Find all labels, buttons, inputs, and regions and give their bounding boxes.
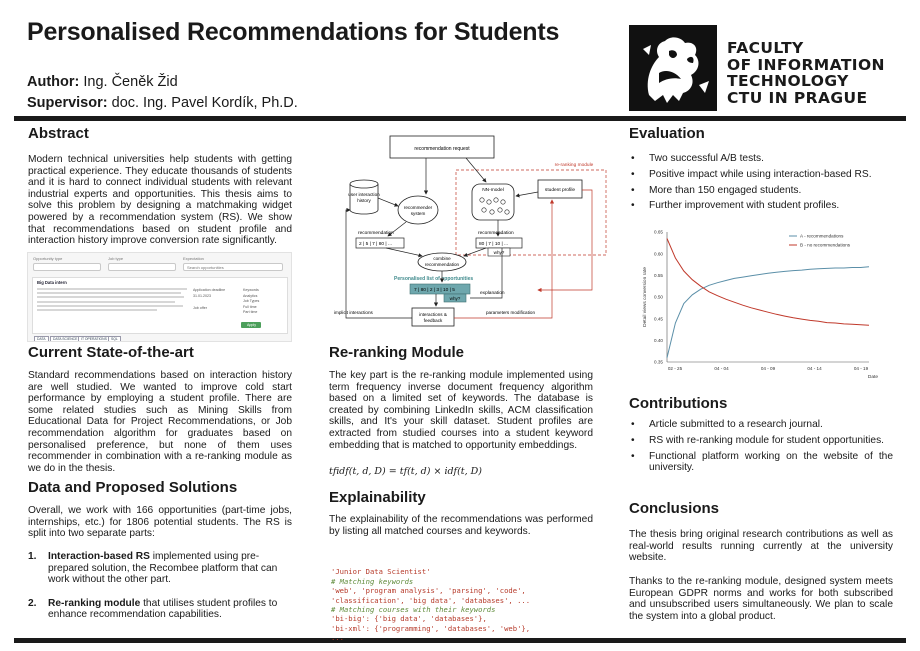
job-type-select[interactable] [108, 263, 176, 271]
implicit-interactions-label: implicit interactions [334, 310, 373, 315]
author-name: Ing. Čeněk Žid [83, 74, 178, 90]
reranking-heading: Re-ranking Module [329, 344, 465, 361]
supervisor-label: Supervisor: [27, 95, 108, 111]
recommender-label: recommender [403, 205, 433, 210]
why-bottom: why? [449, 296, 461, 301]
contributions-heading: Contributions [629, 395, 728, 412]
tag-chip[interactable]: DATA SCIENCE [50, 336, 80, 342]
conclusions-heading: Conclusions [629, 500, 720, 517]
filter-label: Opportunity type [33, 256, 63, 261]
conclusions-p2: Thanks to the re-ranking module, designed system meets European GDPR norms and works for both subscribed and unsubscribed users simultaneously. We plan to scale the system into a global product. [629, 576, 893, 622]
explainability-heading: Explainability [329, 489, 426, 506]
filter-label: Expectation [183, 256, 204, 261]
y-axis-label: Detail views conversion rate [643, 267, 648, 327]
abstract-heading: Abstract [28, 125, 89, 142]
recommender-label: system [410, 211, 426, 216]
user-history-database [350, 180, 378, 214]
item-number: 2. [28, 597, 37, 609]
code-comment: # Matching keywords [331, 576, 414, 586]
why-right: why? [493, 250, 505, 255]
feedback-label: interactions & [419, 312, 447, 317]
code-line: 'web', 'program analysis', 'parsing', 'code', [331, 586, 526, 596]
state-of-art-heading: Current State-of-the-art [28, 344, 194, 361]
faculty-name [727, 40, 885, 106]
y-tick-label: 0.55 [654, 272, 663, 278]
data-solutions-text: Overall, we work with 166 opportunities (part-time jobs, internships, etc.) for 1806 potential students. The RS is split into two separate parts: [28, 505, 292, 540]
rec-right-values: 80 | 7 | 10 | ... [479, 242, 509, 247]
header-rule [14, 116, 906, 121]
series-line-b [667, 239, 869, 326]
y-tick-label: 0.40 [654, 337, 663, 343]
ab-test-chart [637, 224, 887, 382]
rec-left-label: recommendation [358, 231, 394, 236]
contribution-item: • Article submitted to a research journal. [629, 419, 893, 431]
filter-label: Job type [108, 256, 124, 261]
abstract-text: Modern technical universities help students with getting practical experience. They educate thousands of students and it is hard to connect individual students with relevant industrial experts and opportunities. This thesis aims to solve this problem by designing a matchmaking widget powered by a recommendation system (RS). We show that recommendations based on student profile and interaction history improve conversion rate significantly. [28, 154, 292, 247]
opportunity-type-select[interactable] [33, 263, 101, 271]
evaluation-item: • More than 150 engaged students. [629, 185, 897, 197]
evaluation-item: • Two successful A/B tests. [629, 153, 897, 165]
legend-label: A - recommendations [800, 233, 844, 239]
tag-chip[interactable]: SQL [108, 336, 121, 342]
faculty-line: OF INFORMATION [727, 55, 885, 74]
x-axis-label: Date [867, 375, 879, 380]
rec-right-label: recommendation [478, 231, 514, 236]
contribution-item: • Functional platform working on the website of the university. [629, 451, 893, 475]
item-text: implemented using pre-prepared solution, the Recombee platform that can work without the other part. [48, 551, 278, 586]
keyword: Part time [243, 310, 258, 314]
card-type: Job offer [193, 306, 207, 310]
recommender-system-node [398, 196, 438, 224]
card-title: Big Data intern [37, 280, 67, 285]
deadline-col: Application deadline [193, 288, 226, 292]
x-tick-label: 02 - 25 [667, 366, 683, 371]
history-label: history [357, 198, 371, 203]
apply-label: Apply [247, 322, 256, 327]
x-tick-label: 04 - 19 [853, 366, 869, 371]
widget-screenshot [27, 252, 292, 342]
faculty-line: TECHNOLOGY [727, 72, 849, 90]
solution-part [28, 598, 292, 621]
request-label: recommendation request [414, 146, 470, 152]
history-label: user interaction [348, 192, 380, 197]
reranking-label: re-ranking module [554, 163, 594, 168]
item-bold: Re-ranking module [48, 597, 141, 609]
combine-label: combine [433, 256, 451, 261]
x-tick-label: 04 - 04 [714, 366, 729, 371]
legend-label: B - no recommendations [800, 242, 851, 248]
author-label: Author: [27, 74, 80, 90]
opportunity-card[interactable] [32, 277, 288, 334]
y-tick-label: 0.65 [654, 229, 663, 235]
item-number: 1. [28, 551, 37, 562]
personalised-list-label: Personalised list of opportunities [394, 276, 474, 282]
item-bold: Interaction-based RS [48, 551, 150, 562]
supervisor-line [27, 95, 298, 111]
keywords-col: Keywords [243, 288, 259, 292]
evaluation-item: • Positive impact while using interaction-based RS. [629, 169, 897, 181]
apply-button[interactable] [241, 322, 261, 328]
keyword: Full time [243, 305, 257, 309]
y-tick-label: 0.45 [654, 316, 663, 322]
y-tick-label: 0.60 [654, 251, 663, 257]
contributions-list [629, 419, 893, 478]
code-line: ... [331, 633, 344, 643]
conclusions-p1: The thesis bring original research contributions as well as real-world results running currently at the university website. [629, 529, 893, 564]
keyword: Job Types [243, 299, 260, 303]
personalised-list-values: 7 | 80 | 2 | 3 | 10 | 5 [414, 288, 455, 293]
faculty-line: CTU IN PRAGUE [727, 88, 868, 107]
y-tick-label: 0.50 [654, 294, 663, 300]
solution-parts-list [28, 551, 292, 633]
code-line: 'bi-big': {'big data', 'databases'}, [331, 614, 487, 624]
combine-label: recommendation [424, 262, 460, 267]
feedback-box [412, 308, 454, 326]
tag-chip[interactable]: IT OPERATIONS [78, 336, 110, 342]
item-text: that utilises student profiles to enhance recommendation capabilities. [48, 597, 278, 621]
explanation-label: explanation [480, 291, 505, 296]
poster-title: Personalised Recommendations for Students [27, 18, 560, 46]
evaluation-list [629, 153, 897, 216]
author-line [27, 74, 178, 90]
state-of-art-text: Standard recommendations based on interaction history are well studied. We wanted to improve cold start performance by employing a student profile. There are some related studies such as Mining Skills from Educational Data for Project Recommendations, or Job recommendation algorithm for graduates based on personalised preference, but none of them uses recommender in combination with a re-ranking module as we do in the thesis. [28, 370, 292, 474]
supervisor-name: doc. Ing. Pavel Kordík, Ph.D. [111, 95, 298, 111]
explainability-text: The explainability of the recommendations was performed by listing all matched courses and keywords. [329, 514, 593, 537]
code-line: 'classification', 'big data', 'databases', ... [331, 595, 531, 605]
y-tick-label: 0.35 [654, 359, 663, 365]
evaluation-item: • Further improvement with student profiles. [629, 200, 897, 212]
code-line: 'bi-xml': {'programming', 'databases', 'web'}, [331, 623, 531, 633]
data-solutions-heading: Data and Proposed Solutions [28, 479, 238, 496]
student-profile-label: student profile [544, 188, 576, 193]
contribution-item: • RS with re-ranking module for student opportunities. [629, 435, 893, 447]
rec-left-values: 2 | 5 | 7 | 80 | ... [359, 242, 392, 247]
reranking-text: The key part is the re-ranking module implemented using term frequency inverse document frequency algorithm based on a limited set of keywords. The database is created by combining LinkedIn skills, ACM classification skills, and It's your skill dataset. Student profiles are extracted from studied courses into a student keyword embedding that is matched to opportunity embeddings. [329, 370, 593, 451]
evaluation-heading: Evaluation [629, 125, 705, 142]
feedback-label: feedback [423, 318, 443, 323]
architecture-diagram [326, 130, 612, 330]
search-input[interactable] [183, 263, 283, 271]
code-line: 'Junior Data Scientist' [331, 567, 431, 577]
keyword: Analytics [243, 294, 258, 298]
deadline-value: 31.01.2023 [193, 294, 211, 298]
nn-model-label: NN-model [482, 188, 504, 193]
code-comment: # Matching courses with their keywords [331, 605, 496, 615]
parameters-modification-label: parameters modification [486, 310, 536, 315]
ctu-lion-logo [629, 25, 717, 111]
search-placeholder: Search opportunities [187, 265, 224, 270]
x-tick-label: 04 - 09 [760, 366, 776, 371]
faculty-line: FACULTY [727, 39, 804, 57]
explainability-code [331, 558, 530, 651]
x-tick-label: 04 - 14 [807, 366, 822, 371]
tfidf-formula: tfidf(t, d, D) = tf(t, d) × idf(t, D) [329, 466, 482, 477]
solution-part [28, 551, 292, 586]
tag-chip[interactable]: DATA [34, 336, 49, 342]
